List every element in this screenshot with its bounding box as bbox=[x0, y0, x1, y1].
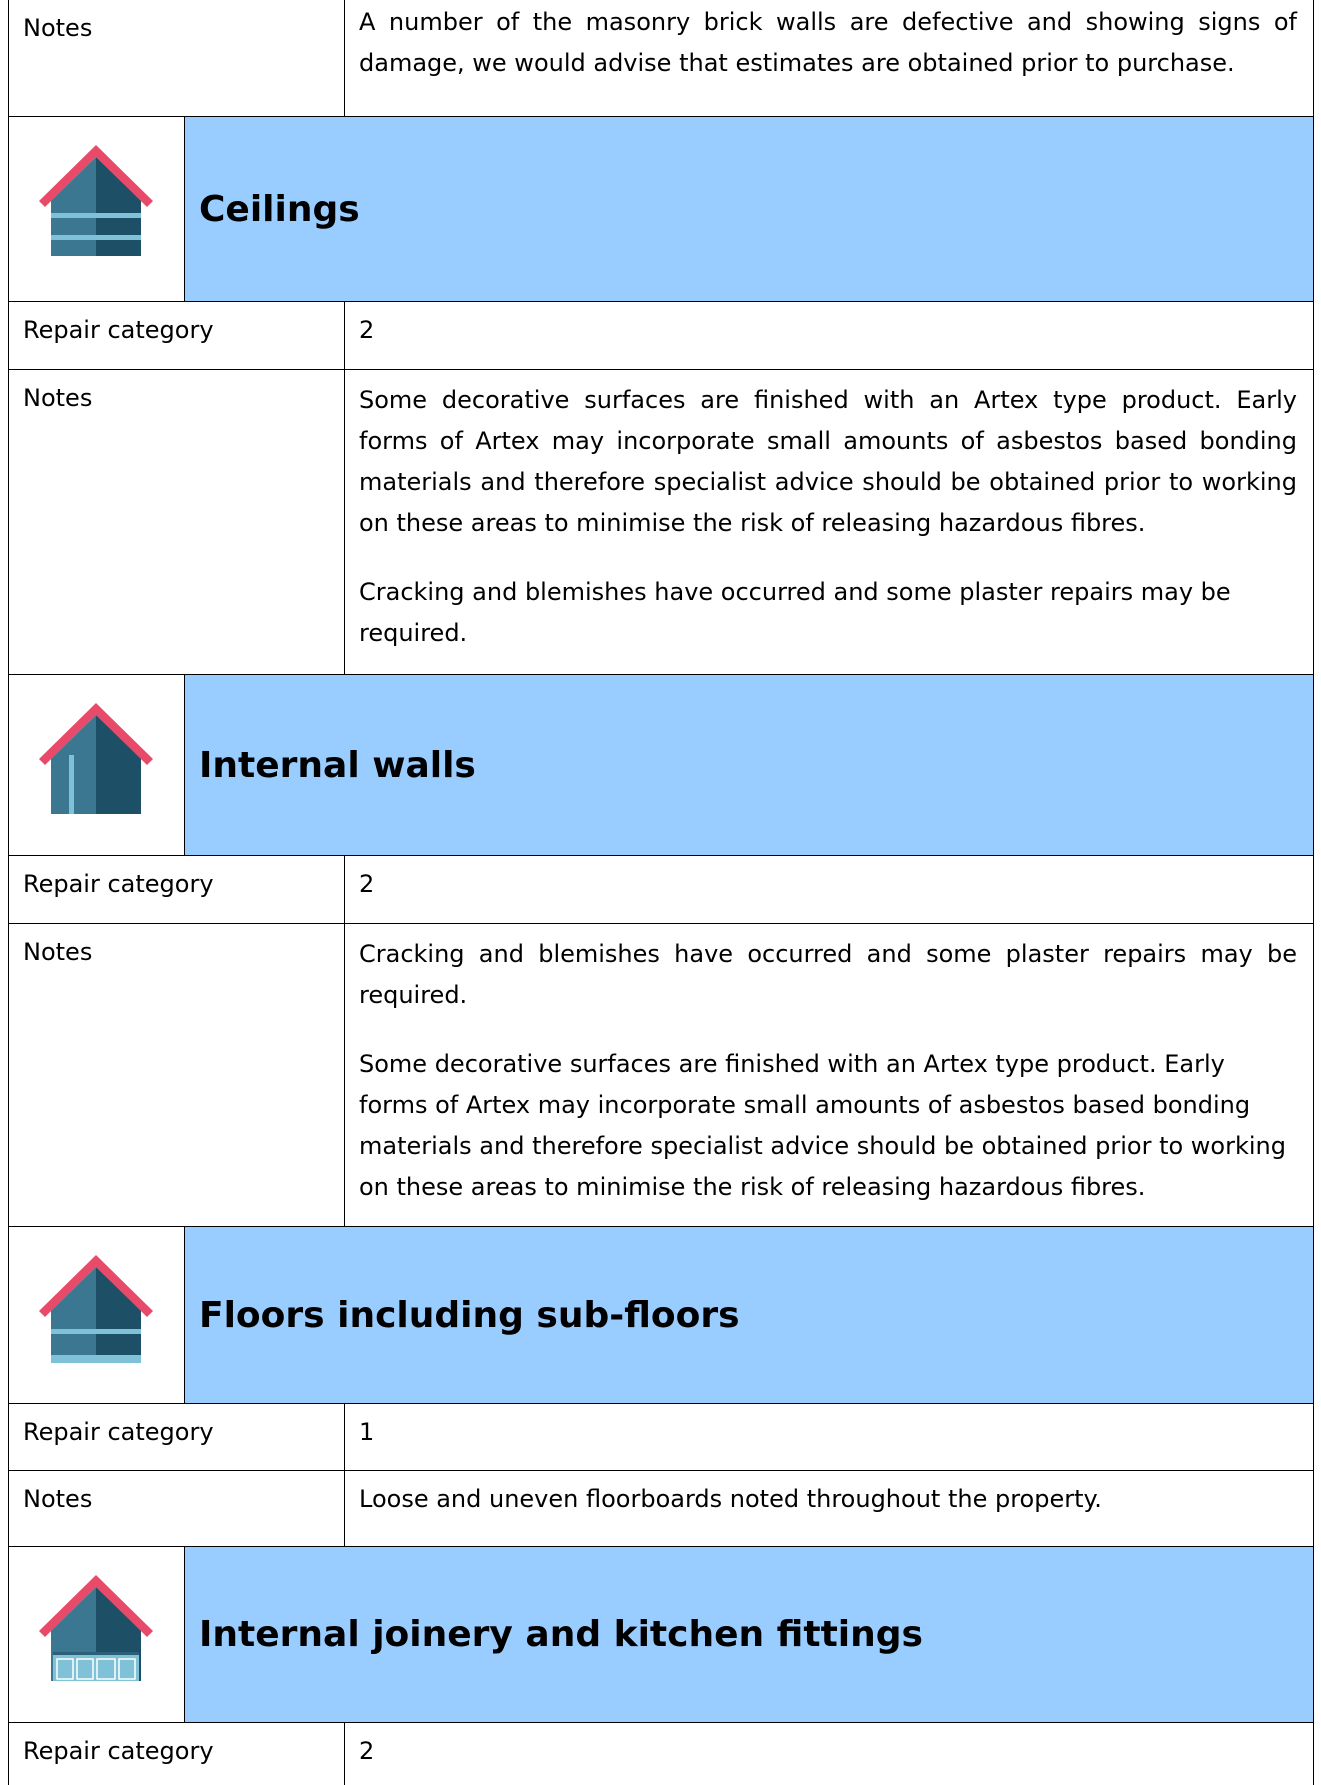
repair-category-label: Repair category bbox=[8, 302, 345, 369]
ceilings-notes-row bbox=[8, 369, 1314, 674]
internal-walls-title: Internal walls bbox=[185, 675, 1314, 855]
internal-walls-repair-row bbox=[8, 855, 1314, 923]
house-walls-icon bbox=[31, 689, 161, 814]
internal-joinery-title: Internal joinery and kitchen fittings bbox=[185, 1547, 1314, 1722]
notes-text bbox=[345, 1471, 1314, 1546]
notes-paragraph: Some decorative surfaces are finished with an Artex type product. Early forms of Artex may incorporate small amounts of asbestos based bonding materials and therefore specialist advice should be obtained prior to working on these areas to minimise the risk of releasing hazardous fibres. bbox=[359, 1050, 1286, 1201]
section-header-floors bbox=[8, 1226, 1314, 1403]
ceilings-icon-cell bbox=[8, 117, 185, 301]
notes-label: Notes bbox=[8, 370, 345, 674]
repair-category-label: Repair category bbox=[8, 1404, 345, 1470]
notes-paragraph: Some decorative surfaces are finished with an Artex type product. Early forms of Artex may incorporate small amounts of asbestos based bonding materials and therefore specialist advice should be obtained prior to working on these areas to minimise the risk of releasing hazardous fibres. bbox=[359, 386, 1297, 537]
floors-repair-row bbox=[8, 1403, 1314, 1470]
repair-category-label: Repair category bbox=[8, 856, 345, 923]
notes-paragraph: A number of the masonry brick walls are defective and showing signs of damage, we would advise that estimates are obtained prior to purchase. bbox=[359, 8, 1297, 77]
floors-notes-row bbox=[8, 1470, 1314, 1546]
section-header-internal-walls bbox=[8, 674, 1314, 855]
repair-category-value: 2 bbox=[345, 1723, 1314, 1785]
ceilings-title: Ceilings bbox=[185, 117, 1314, 301]
repair-category-value: 2 bbox=[345, 302, 1314, 369]
repair-category-value: 2 bbox=[345, 856, 1314, 923]
notes-paragraph: Cracking and blemishes have occurred and some plaster repairs may be required. bbox=[359, 578, 1231, 647]
house-floors-icon bbox=[31, 1241, 161, 1366]
notes-label: Notes bbox=[8, 1471, 345, 1546]
internal-joinery-icon-cell bbox=[8, 1547, 185, 1722]
notes-text bbox=[345, 0, 1314, 116]
internal-walls-icon-cell bbox=[8, 675, 185, 855]
house-ceiling-icon bbox=[31, 131, 161, 256]
notes-text bbox=[345, 924, 1314, 1226]
notes-text bbox=[345, 370, 1314, 674]
floors-title: Floors including sub-floors bbox=[185, 1227, 1314, 1403]
repair-category-label: Repair category bbox=[8, 1723, 345, 1785]
section-header-ceilings bbox=[8, 116, 1314, 301]
notes-paragraph: Cracking and blemishes have occurred and some plaster repairs may be required. bbox=[359, 940, 1297, 1009]
ceilings-repair-row bbox=[8, 301, 1314, 369]
repair-category-value: 1 bbox=[345, 1404, 1314, 1470]
notes-label: Notes bbox=[8, 924, 345, 1226]
top-notes-row bbox=[8, 0, 1314, 116]
internal-walls-notes-row bbox=[8, 923, 1314, 1226]
internal-joinery-repair-row bbox=[8, 1722, 1314, 1785]
notes-label: Notes bbox=[8, 0, 345, 116]
section-header-internal-joinery bbox=[8, 1546, 1314, 1722]
house-kitchen-icon bbox=[31, 1561, 161, 1686]
notes-paragraph: Loose and uneven floorboards noted throughout the property. bbox=[359, 1485, 1102, 1513]
floors-icon-cell bbox=[8, 1227, 185, 1403]
